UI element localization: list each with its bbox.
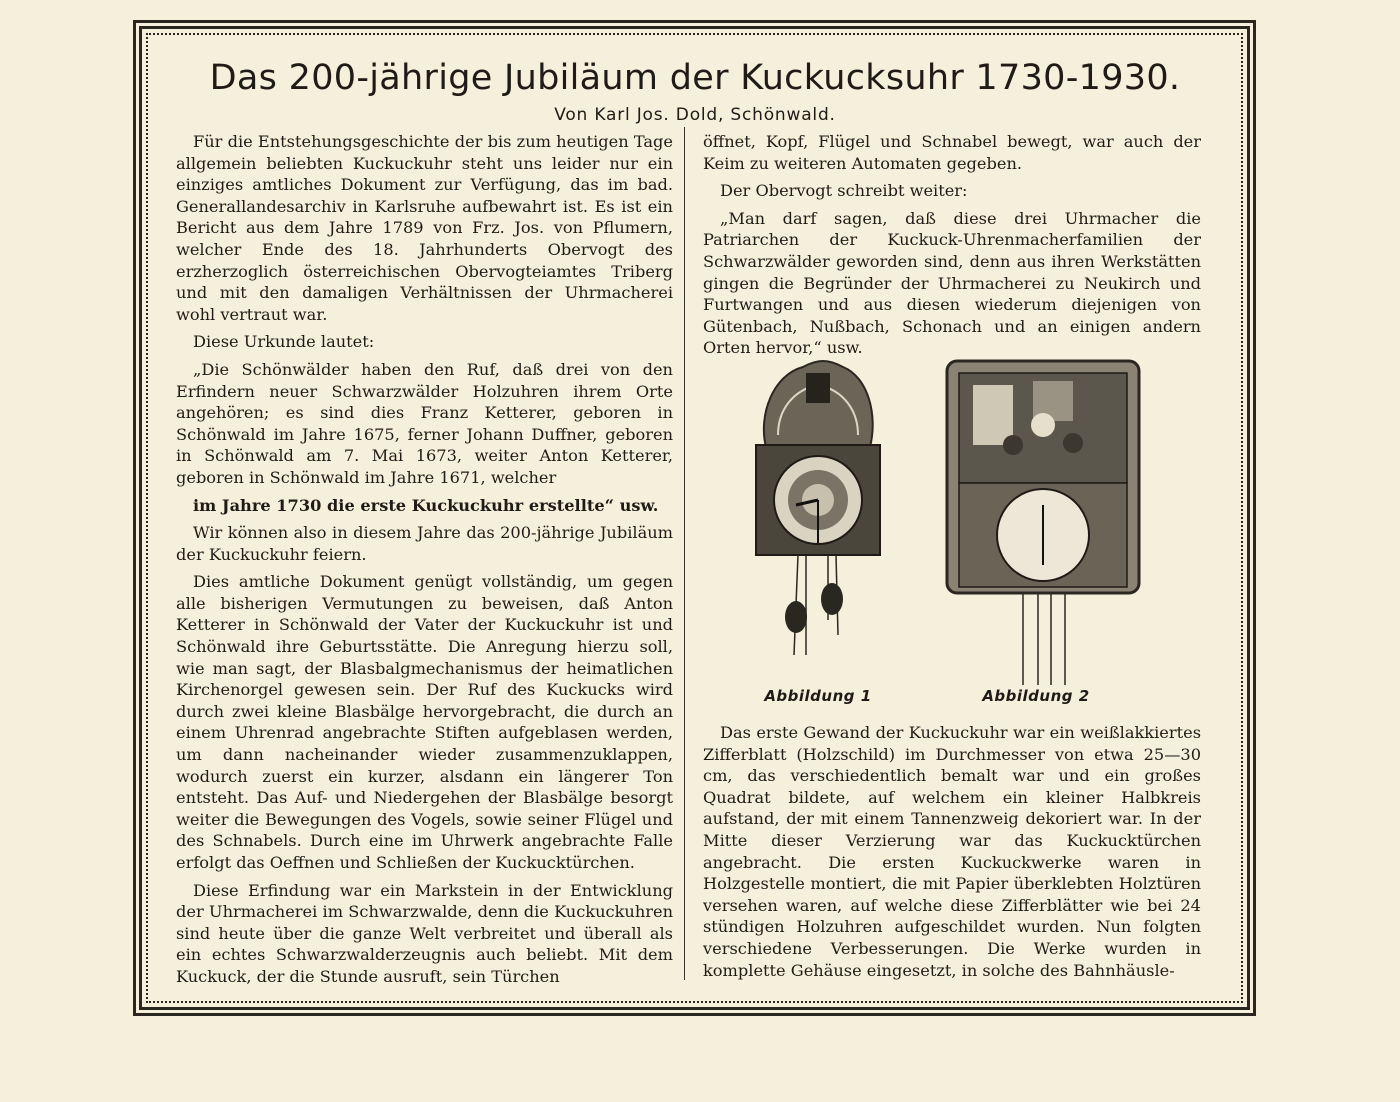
figure-2-caption: Abbildung 2 — [982, 687, 1090, 705]
paragraph: Das erste Gewand der Kuckuckuhr war ein weißlakkiertes Zifferblatt (Holzschild) im Durchmesser von etwa 25—30 cm, das verschiedentlich bemalt war und ein großes Quadrat bildete, auf welchem ein kleiner Halbkreis aufstand, der mit einem Tannenzweig dekoriert war. In der Mitte dieser Verzierung war das Kuckucktürchen angebracht. Die ersten Kuckuckwerke waren in Holzgestelle montiert, die mit Papier überklebten Holztüren versehen waren, auf welche diese Zifferblätter wie bei 24 stündigen Holzuhren aufgeschildet wurden. Nun folgten verschiedene Verbesserungen. Die Werke wurden in komplette Gehäuse eingesetzt, in solche des Bahnhäusle- — [703, 723, 1201, 980]
article-title: Das 200-jährige Jubiläum der Kuckucksuhr 1730-1930. — [209, 58, 1181, 98]
article-header — [150, 56, 1240, 126]
paragraph: Diese Urkunde lautet: — [193, 332, 375, 352]
paragraph: Für die Entstehungsgeschichte der bis zum heutigen Tage allgemein beliebten Kuckuckuhr steht uns leider nur ein einziges amtliches Dokument zur Verfügung, das im bad. Generallandesarchiv in Karlsruhe aufbewahrt ist. Es ist ein Bericht aus dem Jahre 1789 von Frz. Jos. von Pflumern, welcher Ende des 18. Jahrhunderts Obervogt des erzherzoglich österreichischen Obervogteiamtes Triberg und mit den damaligen Verhältnissen der Uhrmacherei wohl vertraut war. — [176, 132, 673, 324]
figures-area — [703, 355, 1203, 715]
paragraph: Dies amtliche Dokument genügt vollständig, um gegen alle bisherigen Vermutungen zu beweisen, daß Anton Ketterer in Schönwald der Vater der Kuckuckuhr ist und Schönwald ihre Geburtsstätte. Die Anregung hierzu soll, wie man sagt, der Blasbalgmechanismus der heimatlichen Kirchenorgel gewesen sein. Der Ruf des Kuckucks wird durch zwei kleine Blasbälge hervorgebracht, die durch an einem Uhrenrad angebrachte Stiften aufgeblasen werden, um dann nacheinander wieder zusammenzuklappen, wodurch zuerst ein kurzer, alsdann ein längerer Ton entsteht. Das Auf- und Niedergehen der Blasbälge besorgt weiter die Bewegungen des Vogels, sowie seiner Flügel und des Schnabels. Durch eine im Uhrwerk angebrachte Falle erfolgt das Oeffnen und Schließen der Kuckucktürchen. — [176, 572, 673, 872]
left-column — [176, 131, 673, 994]
right-column-upper — [703, 131, 1201, 365]
paragraph: öffnet, Kopf, Flügel und Schnabel bewegt, war auch der Keim zu weiteren Automaten gegeben. — [703, 132, 1201, 173]
paragraph: Diese Erfindung war ein Markstein in der Entwicklung der Uhrmacherei im Schwarzwalde, denn die Kuckuckuhren sind heute über die ganze Welt verbreitet und überall als ein echtes Schwarzwalderzeugnis auch beliebt. Mit dem Kuckuck, der die Stunde ausruft, sein Türchen — [176, 880, 673, 986]
figure-1-caption: Abbildung 1 — [764, 687, 872, 705]
figure-2-clock-image — [943, 355, 1143, 685]
quote-paragraph: „Man darf sagen, daß diese drei Uhrmacher die Patriarchen der Kuckuck-Uhrenmacherfamilien der Schwarzwälder geworden sind, denn aus ihren Werkstätten gingen die Begründer der Uhrmacherei zu Neukirch und Furtwangen und aus diesen wiederum diejenigen von Gütenbach, Nußbach, Schonach und an einigen andern Orten hervor,“ usw. — [703, 208, 1201, 358]
paragraph: Wir können also in diesem Jahre das 200-jährige Jubiläum der Kuckuckuhr feiern. — [176, 523, 673, 564]
column-divider — [684, 127, 685, 980]
article-byline: Von Karl Jos. Dold, Schönwald. — [554, 105, 836, 125]
quote-paragraph: „Die Schönwälder haben den Ruf, daß drei von den Erfindern neuer Schwarzwälder Holzuhren ihrem Orte angehören; es sind dies Franz Ketterer, geboren in Schönwald im Jahre 1675, ferner Johann Duffner, geboren in Schönwald am 7. Mai 1673, weiter Anton Ketterer, geboren in Schönwald im Jahre 1671, welcher — [176, 359, 673, 487]
quote-bold-line: im Jahre 1730 die erste Kuckuckuhr erstellte“ usw. — [193, 495, 659, 515]
right-column-lower — [703, 722, 1201, 987]
figure-1-clock-image — [748, 355, 888, 655]
paragraph: Der Obervogt schreibt weiter: — [720, 181, 968, 201]
